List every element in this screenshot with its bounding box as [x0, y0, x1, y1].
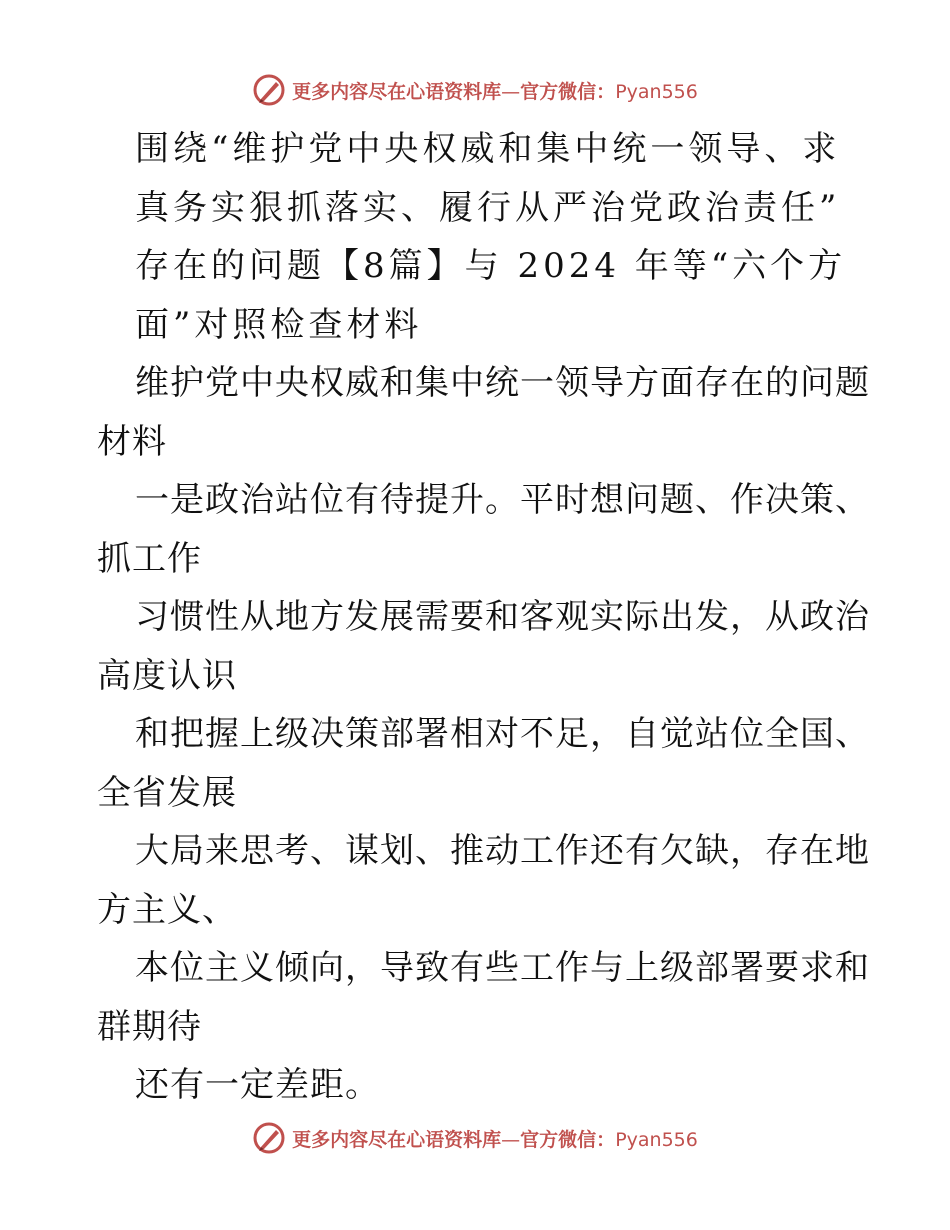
title-line: 存在的问题【8篇】与 2024 年等“六个方 [135, 246, 847, 286]
paragraph-line: 群期待 [97, 1006, 202, 1047]
paragraph-line: 高度认识 [97, 655, 237, 696]
document-body [97, 120, 870, 1115]
paragraph-line: 一是政治站位有待提升。平时想问题、作决策、 [135, 480, 870, 520]
title-line: 面”对照检查材料 [135, 304, 423, 345]
paragraph-line: 和把握上级决策部署相对不足，自觉站位全国、 [135, 714, 870, 754]
paragraph-line: 材料 [97, 421, 167, 462]
paragraph-line: 全省发展 [97, 772, 237, 813]
title-line: 围绕“维护党中央权威和集中统一领导、求 [135, 129, 841, 169]
pen-logo-icon [252, 1121, 286, 1155]
document-paragraphs [97, 354, 870, 1115]
footer-banner [0, 1118, 950, 1158]
paragraph-line: 大局来思考、谋划、推动工作还有欠缺，存在地 [135, 831, 870, 871]
paragraph-line: 本位主义倾向，导致有些工作与上级部署要求和 [135, 948, 870, 988]
paragraph-line: 习惯性从地方发展需要和客观实际出发，从政治 [135, 597, 870, 637]
banner-text: 更多内容尽在心语资料库—官方微信：Pyan556 [292, 1128, 698, 1151]
banner-text: 更多内容尽在心语资料库—官方微信：Pyan556 [292, 80, 698, 103]
paragraph-line: 抓工作 [97, 538, 202, 579]
document-title [97, 120, 867, 354]
paragraph-line: 方主义、 [97, 889, 237, 930]
paragraph-line: 维护党中央权威和集中统一领导方面存在的问题 [135, 363, 870, 403]
pen-logo-icon [252, 73, 286, 107]
title-line: 真务实狠抓落实、履行从严治党政治责任” [135, 187, 841, 228]
paragraph-line: 还有一定差距。 [135, 1065, 380, 1105]
header-banner [0, 70, 950, 110]
